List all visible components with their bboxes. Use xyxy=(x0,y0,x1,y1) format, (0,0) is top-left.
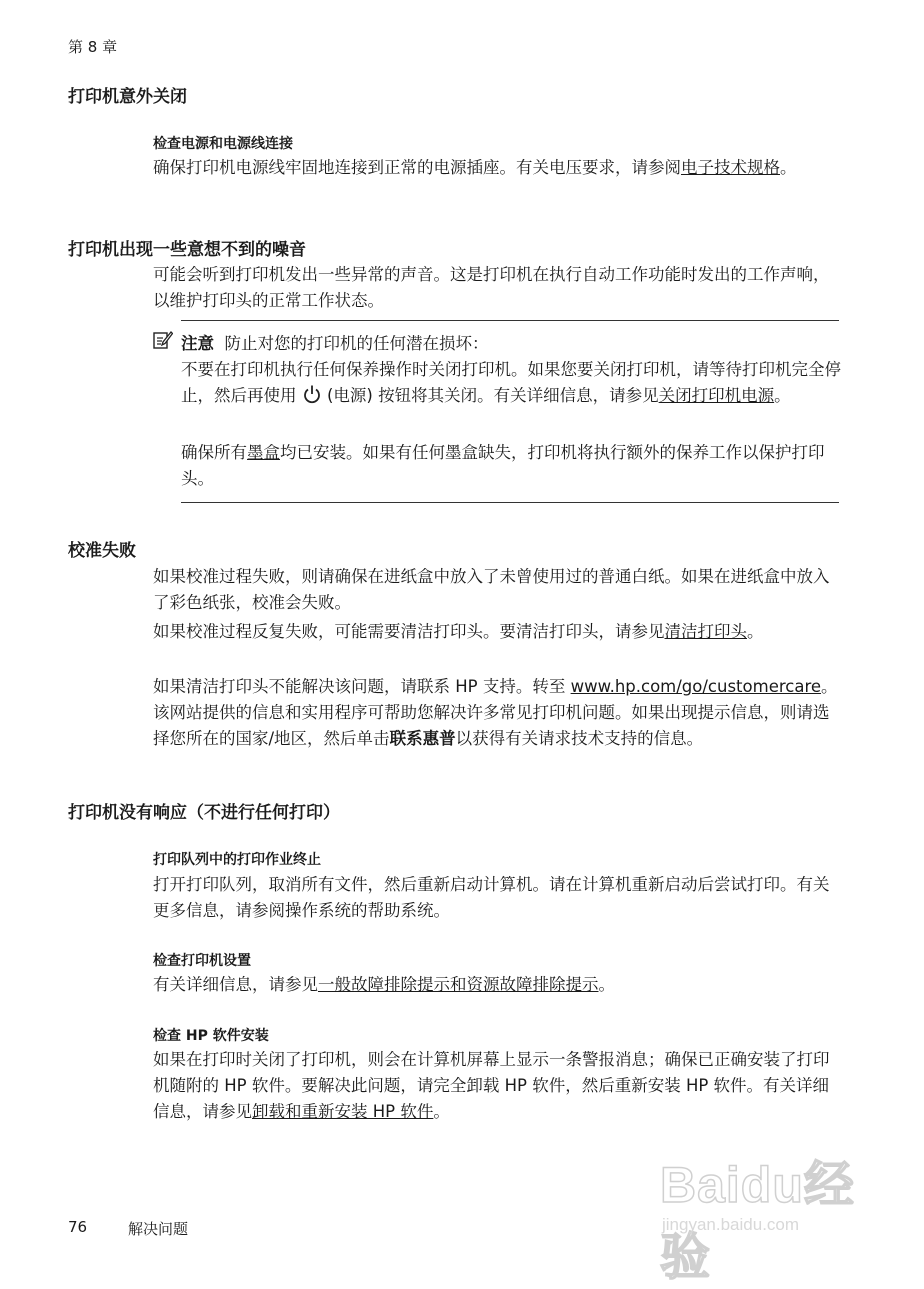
paragraph-noise: 可能会听到打印机发出一些异常的声音。这是打印机在执行自动工作功能时发出的工作声响，以维护打印头的正常工作状态。 xyxy=(153,265,830,310)
watermark-url: jingyan.baidu.com xyxy=(662,1215,800,1234)
link-ink-cartridges[interactable]: 墨盒 xyxy=(247,443,280,462)
link-turn-off-printer[interactable]: 关闭打印机电源 xyxy=(658,386,775,405)
section-title-unexpected-noise: 打印机出现一些意想不到的噪音 xyxy=(68,240,306,260)
note-intro: 防止对您的打印机的任何潜在损坏： xyxy=(224,334,489,353)
power-icon xyxy=(302,384,322,404)
paragraph-print-queue: 打开打印队列，取消所有文件，然后重新启动计算机。请在计算机重新启动后尝试打印。有关更多信息，请参阅操作系统的帮助系统。 xyxy=(153,875,830,920)
paragraph-power-cord: 确保打印机电源线牢固地连接到正常的电源插座。有关电压要求，请参阅电子技术规格。 xyxy=(153,158,797,177)
link-troubleshooting-tips[interactable]: 一般故障排除提示和资源故障排除提示 xyxy=(318,975,599,994)
link-reinstall-hp-software[interactable]: 卸载和重新安装 HP 软件 xyxy=(252,1102,434,1121)
watermark-brand: Baidu经验 xyxy=(660,1157,855,1285)
link-electrical-specs[interactable]: 电子技术规格 xyxy=(681,158,780,177)
subheading-check-settings: 检查打印机设置 xyxy=(153,953,251,969)
subheading-check-power: 检查电源和电源线连接 xyxy=(153,136,293,152)
note-bottom-divider xyxy=(181,502,839,503)
baidu-watermark xyxy=(650,1135,890,1285)
note-top-divider xyxy=(181,320,839,321)
paragraph-clean-printhead: 如果校准过程反复失败，可能需要清洁打印头。要清洁打印头，请参见清洁打印头。 xyxy=(153,622,764,641)
paragraph-hp-software: 如果在打印时关闭了打印机，则会在计算机屏幕上显示一条警报消息；确保已正确安装了打印机随附的 HP 软件。要解决此问题，请完全卸载 HP 软件，然后重新安装 HP 软件。有关详细信息，请参见卸载和重新安装 HP 软件。 xyxy=(153,1050,830,1121)
paragraph-contact-hp: 如果清洁打印头不能解决该问题，请联系 HP 支持。转至 www.hp.com/go/customercare。该网站提供的信息和实用程序可帮助您解决许多常见打印机问题。如果出现提示信息，则请选择您所在的国家/地区，然后单击联系惠普以获得有关请求技术支持的信息。 xyxy=(153,677,838,748)
footer-section-name: 解决问题 xyxy=(128,1220,189,1238)
note-heading xyxy=(181,330,489,354)
link-hp-customercare[interactable]: www.hp.com/go/customercare xyxy=(570,677,822,696)
section-title-alignment-failed: 校准失败 xyxy=(68,541,136,561)
page-number: 76 xyxy=(68,1218,88,1236)
subheading-check-hp-software: 检查 HP 软件安装 xyxy=(153,1028,269,1044)
note-paragraph-cartridges: 确保所有墨盒均已安装。如果有任何墨盒缺失，打印机将执行额外的保养工作以保护打印头。 xyxy=(181,443,825,488)
subheading-print-queue: 打印队列中的打印作业终止 xyxy=(153,852,321,868)
section-title-printer-not-responding: 打印机没有响应（不进行任何打印） xyxy=(68,803,340,823)
chapter-label: 第 8 章 xyxy=(68,38,118,56)
link-clean-printhead[interactable]: 清洁打印头 xyxy=(664,622,747,641)
note-pencil-icon xyxy=(153,330,173,350)
paragraph-alignment-fail: 如果校准过程失败，则请确保在进纸盒中放入了未曾使用过的普通白纸。如果在进纸盒中放入了彩色纸张，校准会失败。 xyxy=(153,567,830,612)
section-title-unexpected-shutdown: 打印机意外关闭 xyxy=(68,87,187,107)
paragraph-check-settings: 有关详细信息，请参见一般故障排除提示和资源故障排除提示。 xyxy=(153,975,615,994)
contact-hp-bold: 联系惠普 xyxy=(389,729,456,748)
note-label: 注意 xyxy=(181,334,214,353)
note-paragraph-power-off: 不要在打印机执行任何保养操作时关闭打印机。如果您要关闭打印机，请等待打印机完全停止，然后再使用 (电源) 按钮将其关闭。有关详细信息，请参见关闭打印机电源。 xyxy=(181,360,841,405)
